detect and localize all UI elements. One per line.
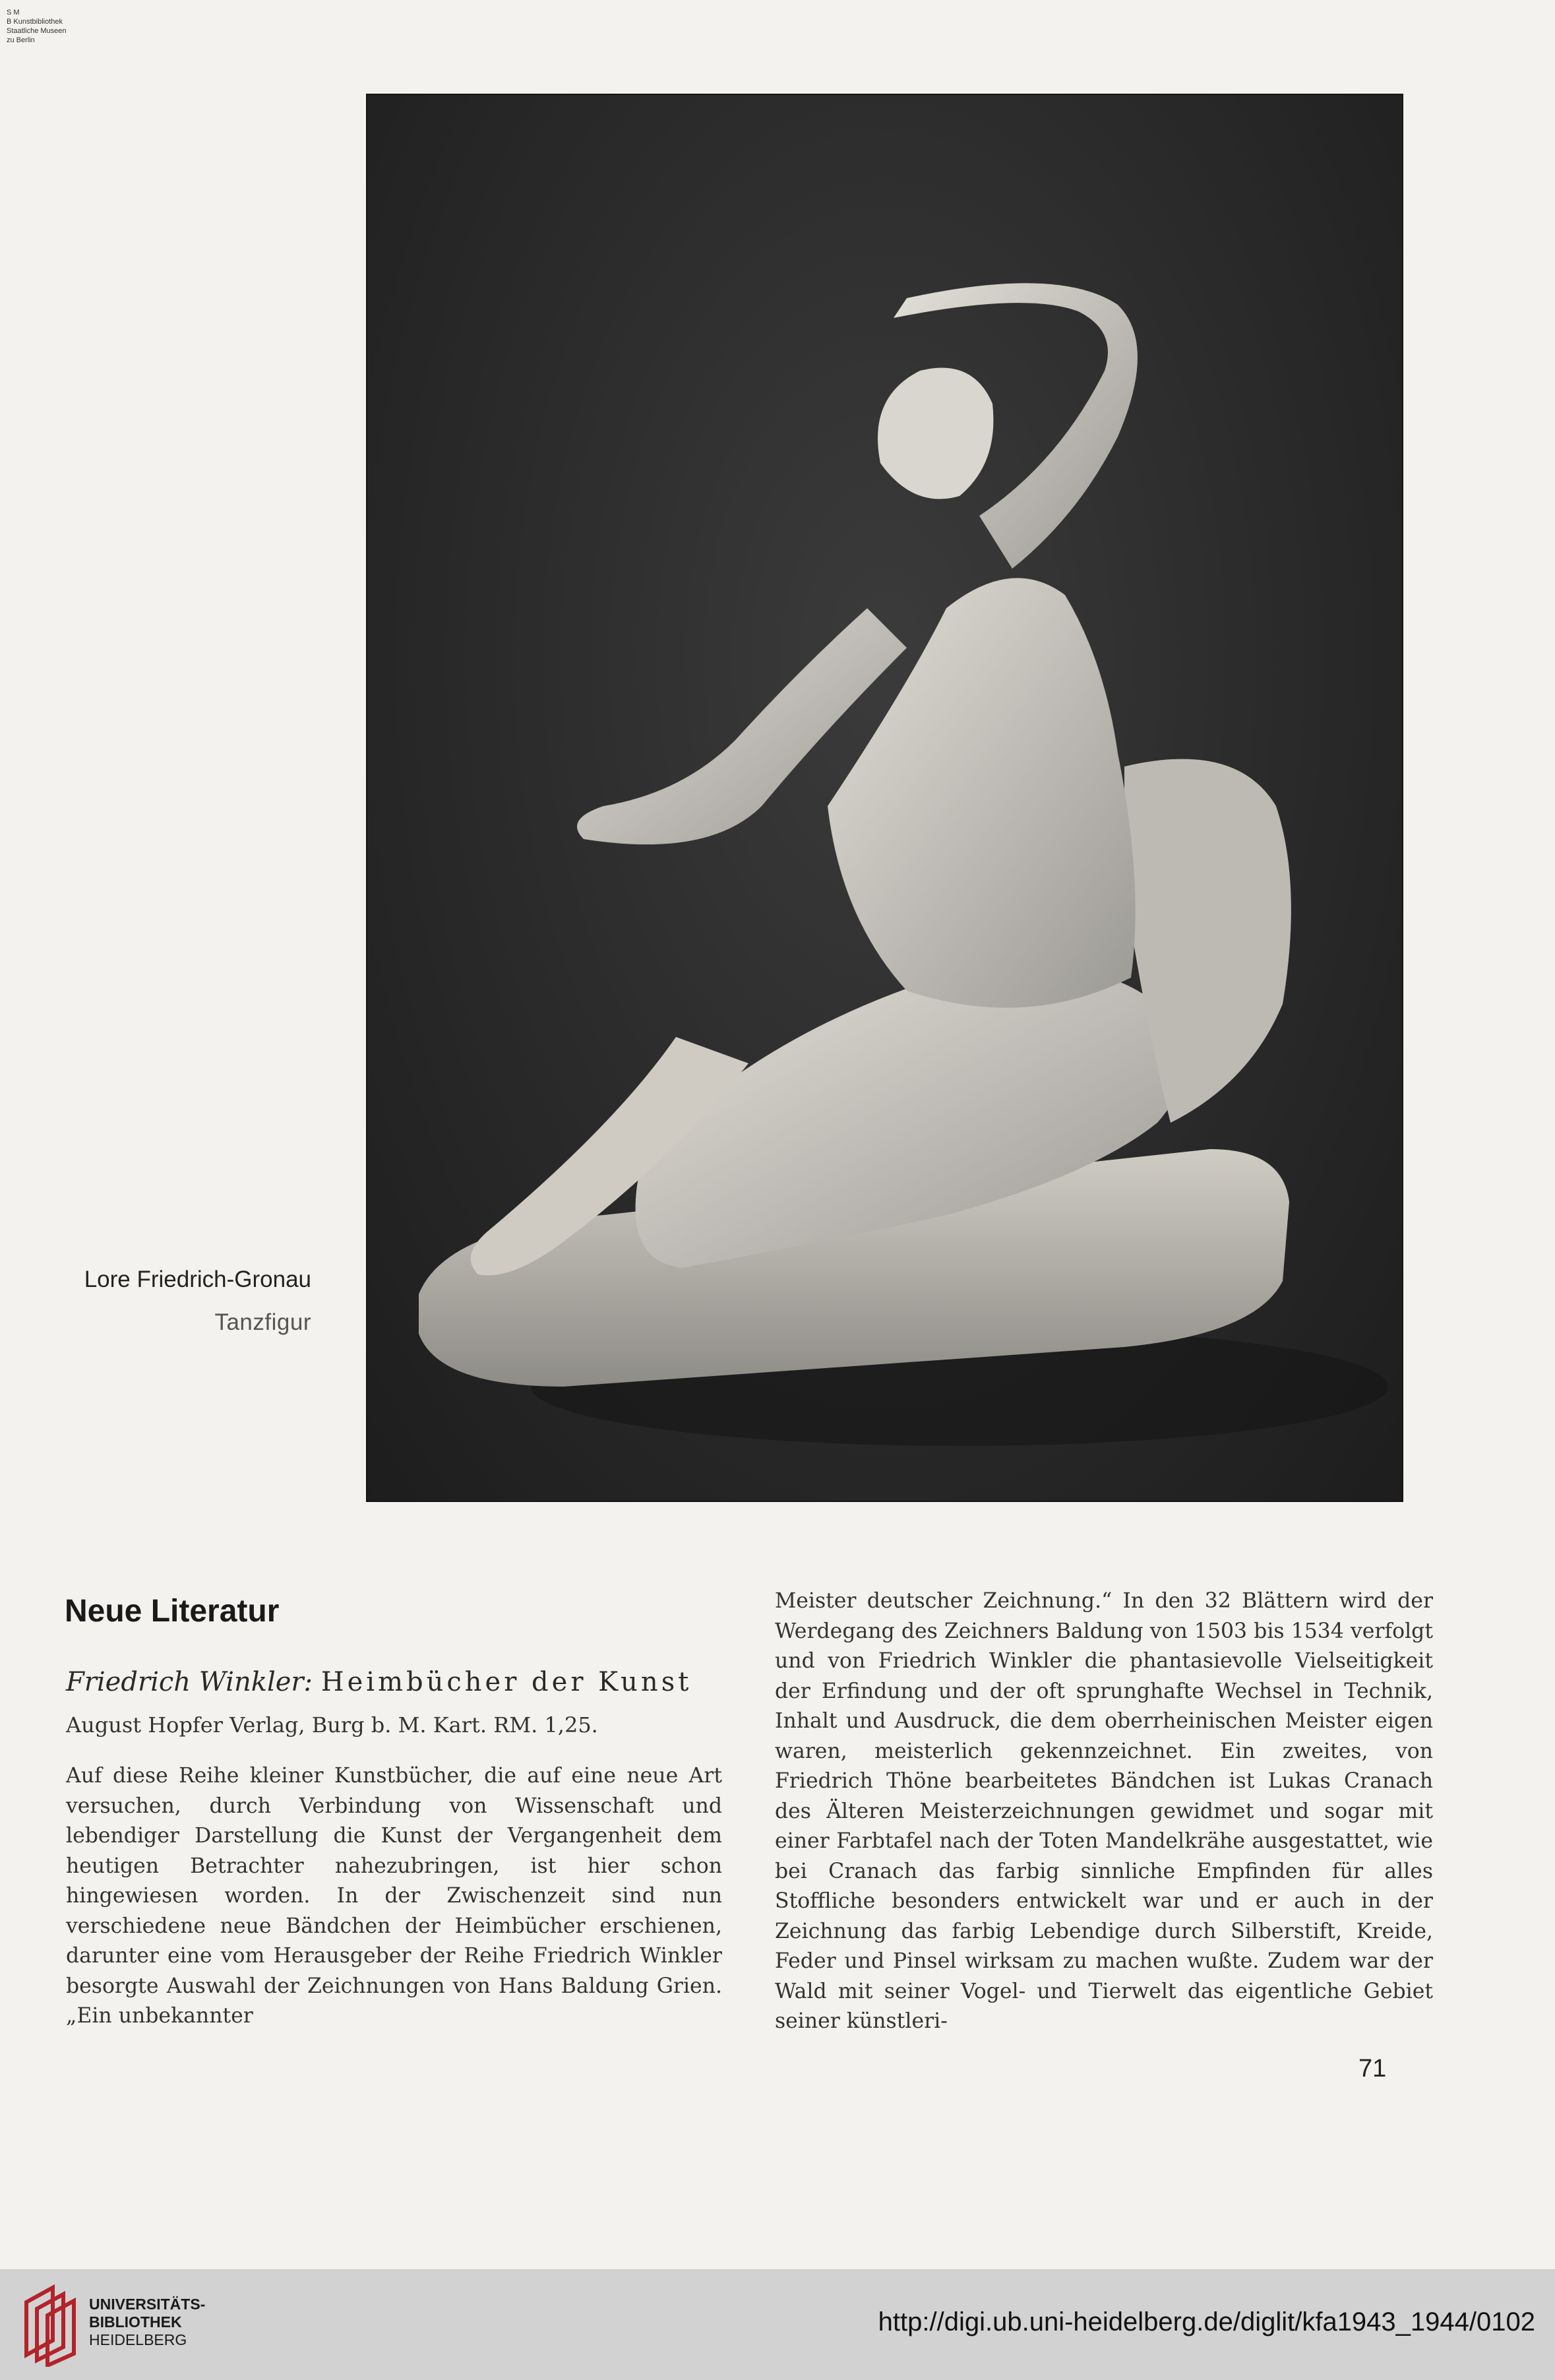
figure-title: Tanzfigur xyxy=(214,1309,311,1335)
library-name-line: HEIDELBERG xyxy=(89,2331,187,2348)
page-number: 71 xyxy=(1358,2055,1387,2082)
university-library-logo-icon xyxy=(20,2282,79,2367)
article-column-left xyxy=(66,1761,722,2032)
stamp-line: zu Berlin xyxy=(7,36,35,44)
article-paragraph: Auf diese Reihe kleiner Kunstbücher, die auf eine neue Art versuchen, durch Verbindung von Wissenschaft und lebendiger Darstellung die Kunst der Vergangenheit dem heutigen Betrachter nahezubringen, ist hier schon hingewiesen worden. In der Zwischenzeit sind nun verschiedene neue Bändchen der Heimbücher erschienen, darunter eine vom Herausgeber der Reihe Friedrich Winkler besorgte Auswahl der Zeichnungen von Hans Baldung Grien. „Ein unbekannter xyxy=(66,1764,722,2028)
library-stamp xyxy=(7,8,125,45)
library-name-line: UNIVERSITÄTS- xyxy=(89,2296,206,2313)
book-publisher: August Hopfer Verlag, Burg b. M. Kart. RM. 1,25. xyxy=(66,1712,598,1738)
book-author: Friedrich Winkler: xyxy=(66,1667,313,1697)
footer-bar xyxy=(0,2269,1555,2380)
library-name-line: BIBLIOTHEK xyxy=(89,2313,182,2331)
section-title: Neue Literatur xyxy=(65,1594,280,1629)
figure-artist: Lore Friedrich-Gronau xyxy=(84,1267,311,1292)
source-url-link[interactable]: http://digi.ub.uni-heidelberg.de/diglit/kfa1943_1944/0102 xyxy=(878,2307,1535,2336)
book-heading xyxy=(66,1667,719,1697)
article-column-right xyxy=(775,1586,1433,2037)
article-paragraph: Meister deutscher Zeichnung.“ In den 32 Blättern wird der Werdegang des Zeichners Baldung von 1503 bis 1534 verfolgt und von Friedrich Winkler die phantasievolle Vielseitigkeit der Erfindung und der oft sprunghafte Wechsel in Technik, Inhalt und Ausdruck, die dem oberrheinischen Meister eigen waren, meisterlich gekennzeichnet. Ein zweites, von Friedrich Thöne bearbeitetes Bändchen ist Lukas Cranach des Älteren Meisterzeichnungen gewidmet und sogar mit einer Farbtafel nach der Toten Mandelkrähe ausgestattet, wie bei Cranach das farbig sinnliche Empfinden für alles Stoffliche besonders entwickelt war und er auch in der Zeichnung das farbig Lebendige durch Silberstift, Kreide, Feder und Pinsel wirksam zu machen wußte. Zudem war der Wald mit seiner Vogel- und Tierwelt das eigentliche Gebiet seiner künstleri- xyxy=(775,1589,1433,2033)
stamp-line: B Kunstbibliothek xyxy=(7,18,63,26)
library-name xyxy=(89,2296,205,2349)
stamp-line: Staatliche Museen xyxy=(7,27,67,35)
sculpture-photograph xyxy=(366,94,1403,1502)
book-series: Heimbücher der Kunst xyxy=(320,1667,692,1697)
sculpture-illustration xyxy=(366,94,1403,1502)
stamp-line: S M xyxy=(7,9,20,16)
